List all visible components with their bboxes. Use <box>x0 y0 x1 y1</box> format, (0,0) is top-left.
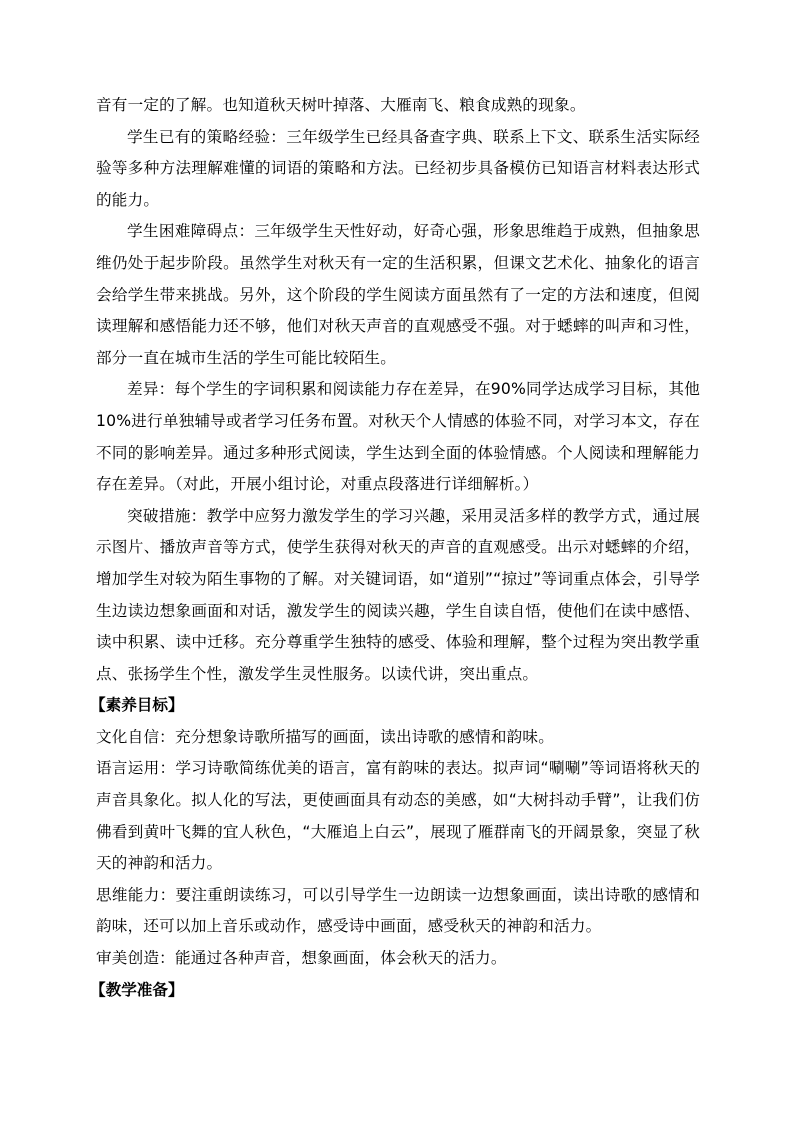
document-body <box>90 90 700 1006</box>
paragraph-breakthrough-measures: 突破措施：教学中应努力激发学生的学习兴趣，采用灵活多样的教学方式，通过展示图片、播放声音等方式，使学生获得对秋天的声音的直观感受。出示对蟋蟀的介绍，增加学生对较为陌生事物的了解。对关键词语，如“道别”“掠过”等词重点体会，引导学生边读边想象画面和对话，激发学生的阅读兴趣，学生自读自悟，使他们在读中感悟、读中积累、读中迁移。充分尊重学生独特的感受、体验和理解，整个过程为突出教学重点、张扬学生个性，激发学生灵性服务。以读代讲，突出重点。 <box>96 506 700 683</box>
literacy-item-aesthetic-creation: 审美创造：能通过各种声音，想象画面，体会秋天的活力。 <box>96 949 507 968</box>
paragraph-difficulties: 学生困难障碍点：三年级学生天性好动，好奇心强，形象思维趋于成熟，但抽象思维仍处于起步阶段。虽然学生对秋天有一定的生活积累，但课文艺术化、抽象化的语言会给学生带来挑战。另外，这个阶段的学生阅读方面虽然有了一定的方法和速度，但阅读理解和感悟能力还不够，他们对秋天声音的直观感受不强。对于蟋蟀的叫声和习性，部分一直在城市生活的学生可能比较陌生。 <box>96 222 700 367</box>
heading-literacy-goals: 【素养目标】 <box>90 696 184 715</box>
paragraph-strategy-experience: 学生已有的策略经验：三年级学生已经具备查字典、联系上下文、联系生活实际经验等多种方法理解难懂的词语的策略和方法。已经初步具备模仿已知语言材料表达形式的能力。 <box>96 127 700 209</box>
paragraph-differences: 差异：每个学生的字词积累和阅读能力存在差异，在90%同学达成学习目标，其他10%进行单独辅导或者学习任务布置。对秋天个人情感的体验不同，对学习本文，存在不同的影响差异。通过多种形式阅读，学生达到全面的体验情感。个人阅读和理解能力存在差异。（对此，开展小组讨论，对重点段落进行详细解析。） <box>96 380 700 494</box>
literacy-item-language-use: 语言运用：学习诗歌简练优美的语言，富有韵味的表达。拟声词“唰唰”等词语将秋天的声音具象化。拟人化的写法，更使画面具有动态的美感，如“大树抖动手臂”，让我们仿佛看到黄叶飞舞的宜人秋色，“大雁追上白云”，展现了雁群南飞的开阔景象，突显了秋天的神韵和活力。 <box>96 759 700 873</box>
heading-teaching-preparation: 【教学准备】 <box>90 980 184 999</box>
literacy-item-cultural-confidence: 文化自信：充分想象诗歌所描写的画面，读出诗歌的感情和韵味。 <box>96 727 555 746</box>
paragraph-continuation: 音有一定的了解。也知道秋天树叶掉落、大雁南飞、粮食成熟的现象。 <box>96 96 586 114</box>
literacy-item-thinking-ability: 思维能力：要注重朗读练习，可以引导学生一边朗读一边想象画面，读出诗歌的感情和韵味，还可以加上音乐或动作，感受诗中画面，感受秋天的神韵和活力。 <box>96 885 700 936</box>
